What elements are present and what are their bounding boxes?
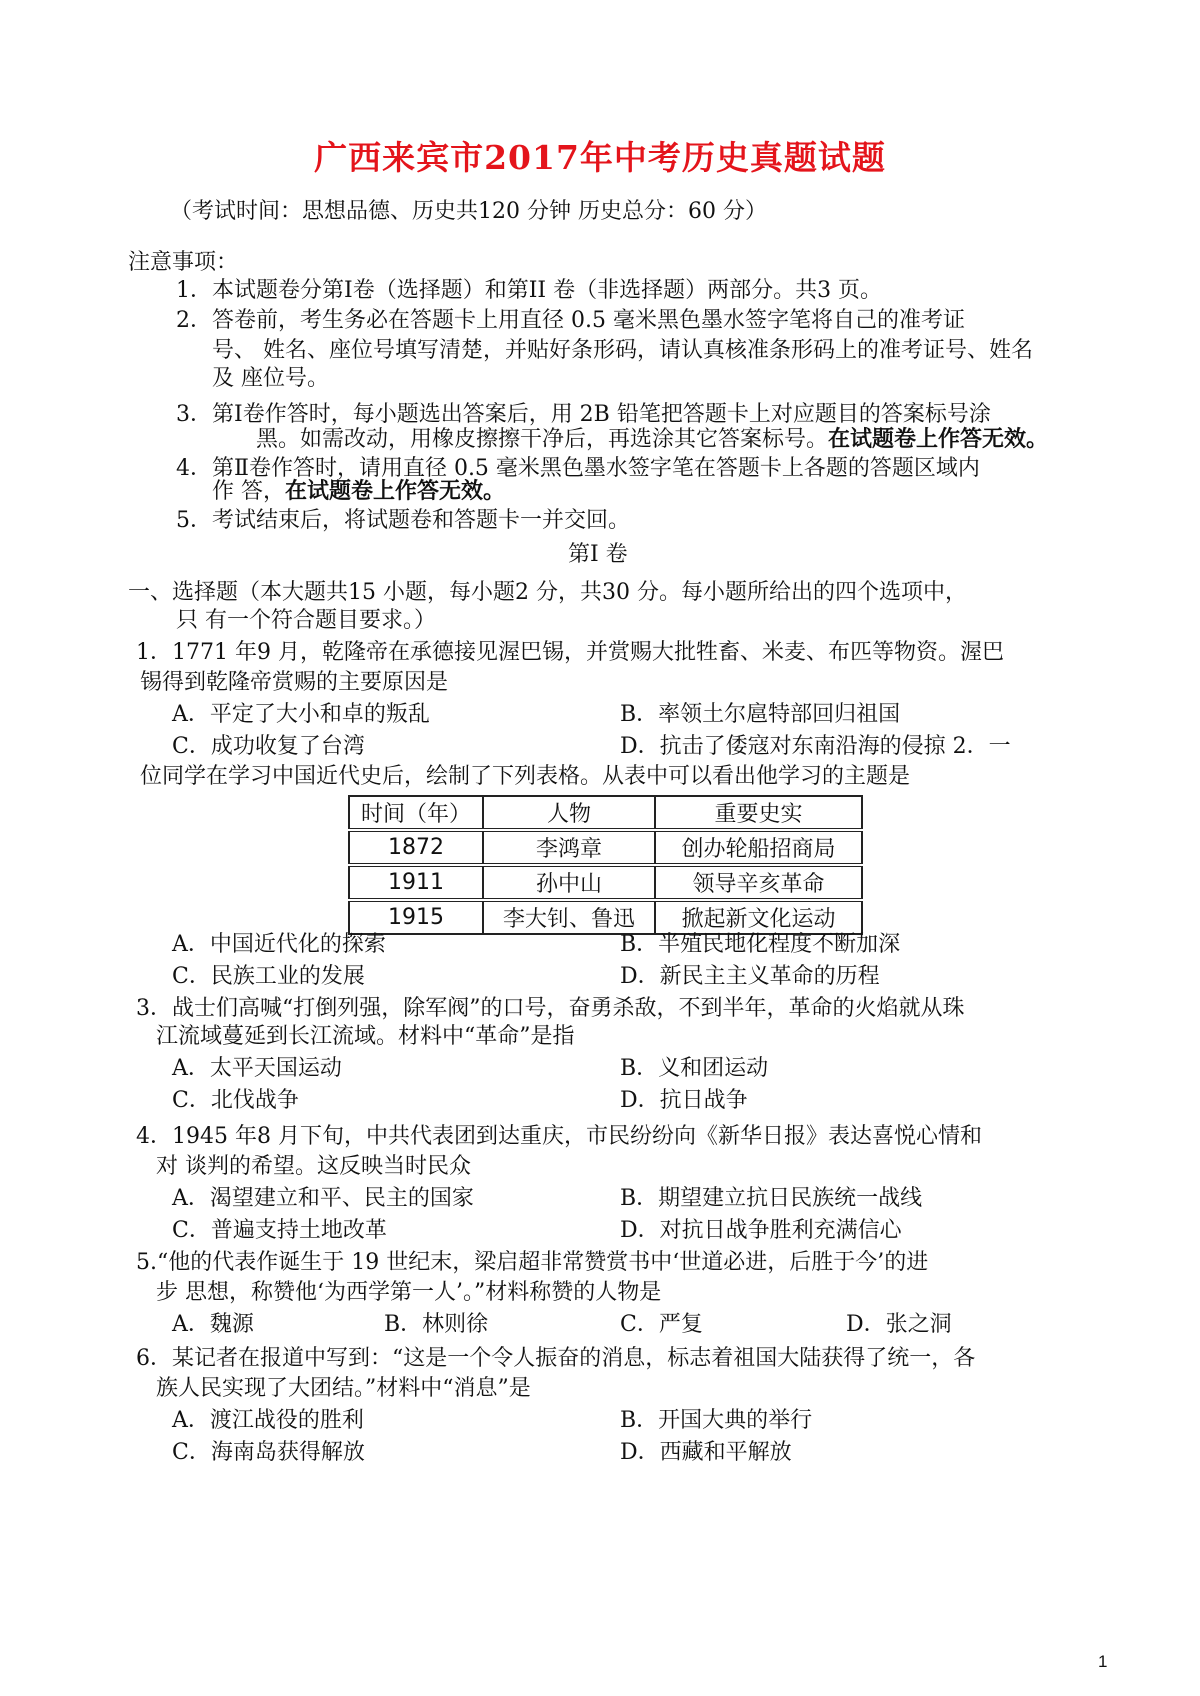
notice-item-3-warning: 在试题卷上作答无效。 [828, 426, 1049, 452]
q4-option-c: C．普遍支持土地改革 [172, 1218, 387, 1243]
notice-item-1: 1．本试题卷分第Ⅰ卷（选择题）和第II 卷（非选择题）两部分。共3 页。 [176, 278, 883, 303]
q3-stem-line-1: 3．战士们高喊“打倒列强，除军阀”的口号，奋勇杀敌，不到半年，革命的火焰就从珠 [136, 996, 965, 1021]
q1-option-a: A．平定了大小和卓的叛乱 [172, 702, 430, 727]
q5-option-d: D．张之洞 [846, 1312, 952, 1337]
notice-item-3-text: 黑。如需改动，用橡皮擦擦干净后，再选涂其它答案标号。 [256, 427, 829, 452]
section-instructions-line-2: 只 有一个符合题目要求。） [176, 608, 436, 633]
table-cell-event: 掀起新文化运动 [655, 900, 862, 934]
exam-info: （考试时间：思想品德、历史共120 分钟 历史总分：60 分） [170, 199, 767, 224]
notice-item-4-line-1: 4．第Ⅱ卷作答时，请用直径 0.5 毫米黑色墨水签字笔在答题卡上各题的答题区域内 [176, 456, 980, 481]
q5-stem-line-1: 5.“他的代表作诞生于 19 世纪末，梁启超非常赞赏书中‘世道必进，后胜于今’的进 [136, 1250, 929, 1275]
history-table [348, 795, 863, 935]
q3-option-d: D．抗日战争 [620, 1088, 748, 1113]
q2-option-d: D．新民主主义革命的历程 [620, 964, 880, 989]
table-cell-event: 创办轮船招商局 [655, 830, 862, 865]
table-row [349, 900, 862, 934]
q4-option-a: A．渴望建立和平、民主的国家 [172, 1186, 474, 1211]
q5-option-c: C．严复 [620, 1312, 703, 1337]
notice-item-4-line-2 [212, 476, 505, 507]
table-cell-person: 李鸿章 [483, 830, 655, 865]
q1-stem-line-2: 锡得到乾隆帝赏赐的主要原因是 [140, 670, 449, 695]
q6-option-b: B．开国大典的举行 [620, 1408, 813, 1433]
notice-item-3-line-1: 3．第Ⅰ卷作答时，每小题选出答案后，用 2B 铅笔把答题卡上对应题目的答案标号涂 [176, 402, 991, 427]
q3-option-a: A．太平天国运动 [172, 1056, 342, 1081]
table-cell-event: 领导辛亥革命 [655, 865, 862, 900]
table-row [349, 830, 862, 865]
table-header-event: 重要史实 [655, 796, 862, 830]
q5-option-b: B．林则徐 [384, 1312, 489, 1337]
page-title: 广西来宾市2017年中考历史真题试题 [314, 138, 886, 177]
q4-stem-line-1: 4．1945 年8 月下旬，中共代表团到达重庆，市民纷纷向《新华日报》表达喜悦心情和 [136, 1124, 982, 1149]
q1-option-d: D．抗击了倭寇对东南沿海的侵掠 2．一 [620, 734, 1011, 759]
q2-option-c: C．民族工业的发展 [172, 964, 365, 989]
notice-heading: 注意事项： [128, 250, 239, 275]
q6-option-c: C．海南岛获得解放 [172, 1440, 365, 1465]
q2-option-b: B．半殖民地化程度不断加深 [620, 932, 901, 957]
q6-option-a: A．渡江战役的胜利 [172, 1408, 364, 1433]
q4-option-b: B．期望建立抗日民族统一战线 [620, 1186, 923, 1211]
notice-item-2-line-1: 2．答卷前，考生务必在答题卡上用直径 0.5 毫米黑色墨水签字笔将自己的准考证 [176, 308, 965, 333]
notice-item-4-warning: 在试题卷上作答无效。 [285, 478, 506, 504]
q6-stem-line-1: 6．某记者在报道中写到：“这是一个令人振奋的消息，标志着祖国大陆获得了统一，各 [136, 1346, 976, 1371]
section-instructions-line-1: 一、选择题（本大题共15 小题，每小题2 分，共30 分。每小题所给出的四个选项中， [128, 580, 967, 605]
table-cell-year: 1872 [349, 830, 483, 865]
q3-option-b: B．义和团运动 [620, 1056, 769, 1081]
q1-option-c: C．成功收复了台湾 [172, 734, 365, 759]
table-header-person: 人物 [483, 796, 655, 830]
q5-stem-line-2: 步 思想，称赞他‘为西学第一人’。”材料称赞的人物是 [156, 1280, 662, 1305]
q2-stem: 位同学在学习中国近代史后，绘制了下列表格。从表中可以看出他学习的主题是 [140, 764, 911, 789]
q5-option-a: A．魏源 [172, 1312, 254, 1337]
q6-option-d: D．西藏和平解放 [620, 1440, 792, 1465]
q4-stem-line-2: 对 谈判的希望。这反映当时民众 [156, 1154, 471, 1179]
q3-stem-line-2: 江流域蔓延到长江流域。材料中“革命”是指 [156, 1024, 575, 1049]
notice-item-2-line-2: 号、 姓名、座位号填写清楚，并贴好条形码，请认真核准条形码上的准考证号、姓名 [212, 338, 1033, 363]
table-cell-year: 1915 [349, 900, 483, 934]
table-header-row [349, 796, 862, 830]
part1-heading: 第Ⅰ 卷 [568, 542, 628, 567]
q2-option-a: A．中国近代化的探索 [172, 932, 386, 957]
table-cell-person: 李大钊、鲁迅 [483, 900, 655, 934]
notice-item-2-line-3: 及 座位号。 [212, 366, 329, 391]
q4-option-d: D．对抗日战争胜利充满信心 [620, 1218, 902, 1243]
table-row [349, 865, 862, 900]
q6-stem-line-2: 族人民实现了大团结。”材料中“消息”是 [156, 1376, 531, 1401]
notice-item-3-line-2 [256, 424, 1048, 455]
table-cell-person: 孙中山 [483, 865, 655, 900]
notice-item-5: 5．考试结束后，将试题卷和答题卡一并交回。 [176, 508, 630, 533]
table-header-year: 时间（年） [349, 796, 483, 830]
page-number: 1 [1098, 1652, 1108, 1671]
table-cell-year: 1911 [349, 865, 483, 900]
q1-option-b: B．率领土尔扈特部回归祖国 [620, 702, 901, 727]
q3-option-c: C．北伐战争 [172, 1088, 299, 1113]
notice-item-4-text: 作 答， [212, 479, 285, 504]
q1-stem-line-1: 1．1771 年9 月，乾隆帝在承德接见渥巴锡，并赏赐大批牲畜、米麦、布匹等物资。渥巴 [136, 640, 1004, 665]
